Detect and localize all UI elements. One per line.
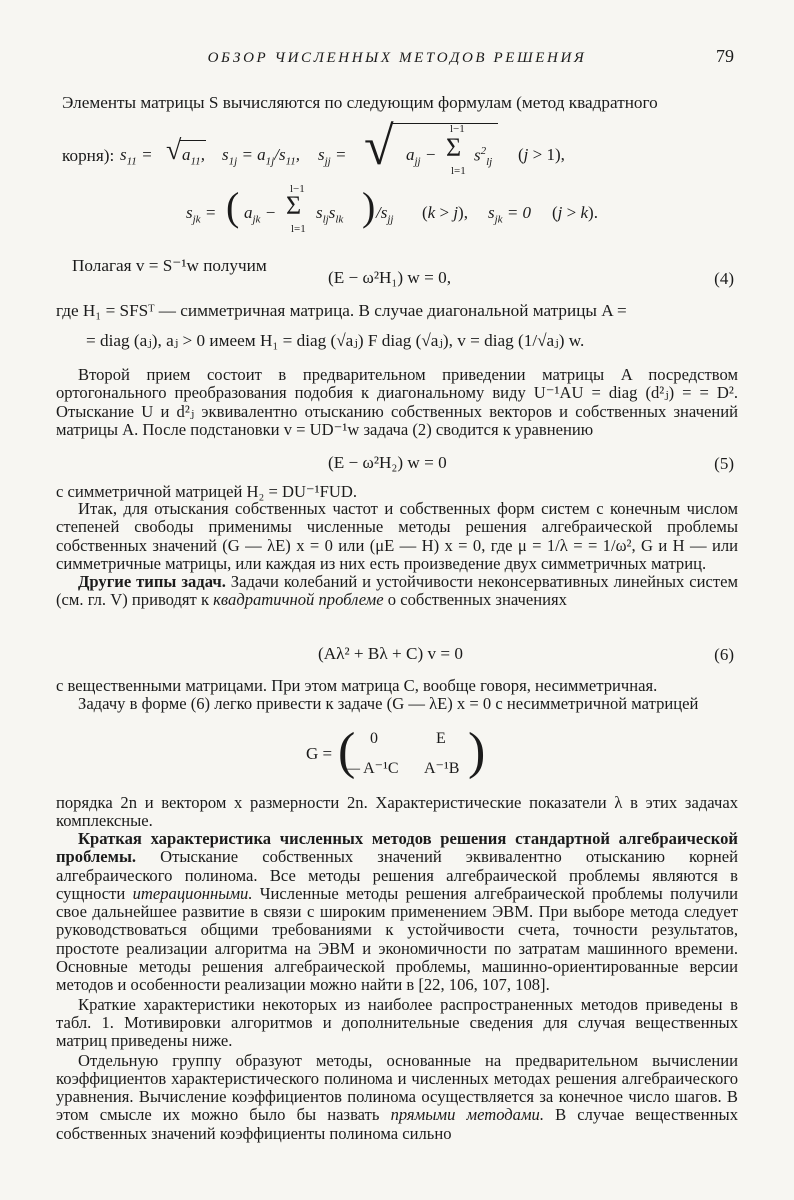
diag-line: = diag (aⱼ), aⱼ > 0 имеем H₁ = diag (√aⱼ) F diag (√aⱼ), v = diag (1/√aⱼ) w. (86, 331, 585, 350)
intro-line-2: корня): (62, 146, 115, 165)
equation-5: (E − ω²H₂) w = 0 (328, 453, 447, 472)
heading-brief-characteristics: Краткая характеристика численных методов решения стандартной алгебраической проблемы. (56, 829, 738, 867)
paragraph-block-4b (56, 677, 738, 714)
paragraph-block-4 (56, 500, 738, 610)
matrix-cell-22: A⁻¹B (424, 760, 460, 777)
equation-4-number: (4) (714, 269, 734, 288)
symmetric-matrix-line: с симметричной матрицей H₂ = DU⁻¹FUD. (56, 482, 358, 501)
matrix-right-paren: ) (468, 723, 486, 780)
formula-s-diagonal: $s_{11}$ = √ $a_{11}$, $s_{1j} = a_{1j}/s_{11}$, $s_{jj}$ = √ $a_{jj}$ − l−1 Σ l=1 $s^2_{lj}$ (j > 1), (120, 116, 565, 177)
paragraph-separate-group: Отдельную группу образуют методы, основанные на предварительном вычислении коэффициентов характеристического полинома и численных методах решения алгебраического уравнения. Вычисление коэффициентов полинома осуществляется за конечное число шагов. В этом смысле их можно было бы назвать прямыми методами. В случае вещественных собственных значений коэффициенты полинома сильно (56, 1050, 738, 1143)
heading-other-tasks: Другие типы задач. (78, 572, 226, 592)
equation-5-number: (5) (714, 454, 734, 473)
where-h1-line: где H₁ = SFSᵀ — симметричная матрица. В случае диагональной матрицы A = (56, 301, 627, 320)
formula-s-offdiagonal: $s_{jk}$ = ( $a_{jk}$ − l−1 Σ l=1 $s_{lj}s_{lk}$ ) $/s_{jj}$ (k > j), $s_{jk} = 0$ (j > k). (186, 183, 598, 235)
paragraph-summary: Итак, для отыскания собственных частот и собственных форм систем с конечным числом степеней свободы применимы численные методы решения алгебраической проблемы собственных значений (G — λE) x = 0 или (μE — H) x = 0, где μ = 1/λ = = 1/ω², G и H — или симметричные матрицы, или каждая из них есть произведение двух симметричных матриц. (56, 499, 738, 573)
paragraph-order-2n: порядка 2n и вектором x размерности 2n. Характеристические показатели λ в этих задачах комплексные. (56, 793, 738, 831)
paragraph-brief-characteristics: Краткая характеристика численных методов решения стандартной алгебраической проблемы. Отыскание собственных значений эквивалентно отысканию корней алгебраического полинома. Все методы решения алгебраической проблемы являются в сущности итерационными. Численные методы решения алгебраической проблемы получили свое дальнейшее развитие в связи с широким применением ЭВМ. При выборе метода следует руководствоваться общими требованиями к устойчивости счета, точности результатов, простоте реализации алгоритма на ЭВМ и экономичности по затратам машинного времени. Основные методы решения алгебраической проблемы, машинно-ориентированные версии методов и особенности реализации можно найти в [22, 106, 107, 108]. (56, 829, 738, 995)
paragraph-block-4c (56, 794, 738, 831)
paragraph-table-1: Краткие характеристики некоторых из наиболее распространенных методов приведены в табл. 1. Мотивировки алгоритмов и дополнительные сведения для случая вещественных матриц приведены ниже. (56, 994, 738, 1051)
term-direct-methods: прямыми методами. (390, 1105, 544, 1125)
paragraph-other-tasks: Другие типы задач. Задачи колебаний и устойчивости неконсервативных линейных систем (см. гл. V) приводят к квадратичной проблеме о собственных значениях (56, 572, 738, 610)
matrix-g-lhs: G = (306, 744, 333, 763)
paragraph-second-method: Второй прием состоит в предварительном приведении матрицы A посредством ортогонального преобразования подобия к диагональному виду U⁻¹AU = diag (d²ⱼ) = = D². Отыскание U и d²ⱼ эквивалентно отысканию собственных векторов и собственных значений матрицы A. После подстановки v = UD⁻¹w задача (2) сводится к уравнению (56, 365, 738, 439)
paragraph-block-5 (56, 830, 738, 1143)
matrix-cell-21: — A⁻¹C (344, 760, 399, 777)
equation-6: (Aλ² + Bλ + C) v = 0 (318, 644, 463, 663)
matrix-left-paren: ( (338, 723, 356, 780)
term-iterative: итерационными. (132, 883, 253, 903)
paragraph-block-3 (56, 366, 738, 439)
equation-4: (E − ω²H₁) w = 0, (328, 268, 451, 287)
polagaya-line: Полагая v = S⁻¹w получим (72, 256, 267, 275)
intro-line: Элементы матрицы S вычисляются по следующим формулам (метод квадратного (62, 93, 658, 112)
equation-6-number: (6) (714, 645, 734, 664)
matrix-cell-11: 0 (370, 730, 378, 747)
page-number: 79 (716, 46, 734, 66)
term-quadratic-problem: квадратичной проблеме (213, 590, 384, 610)
paragraph-real-matrices: с вещественными матрицами. При этом матрица C, вообще говоря, несимметричная. (56, 676, 658, 695)
matrix-cell-12: E (436, 730, 446, 747)
matrix-g (306, 723, 496, 784)
running-title: ОБЗОР ЧИСЛЕННЫХ МЕТОДОВ РЕШЕНИЯ (207, 50, 587, 66)
paragraph-reduce-task: Задачу в форме (6) легко привести к задаче (G — λE) x = 0 с несимметричной матрицей (78, 694, 699, 714)
